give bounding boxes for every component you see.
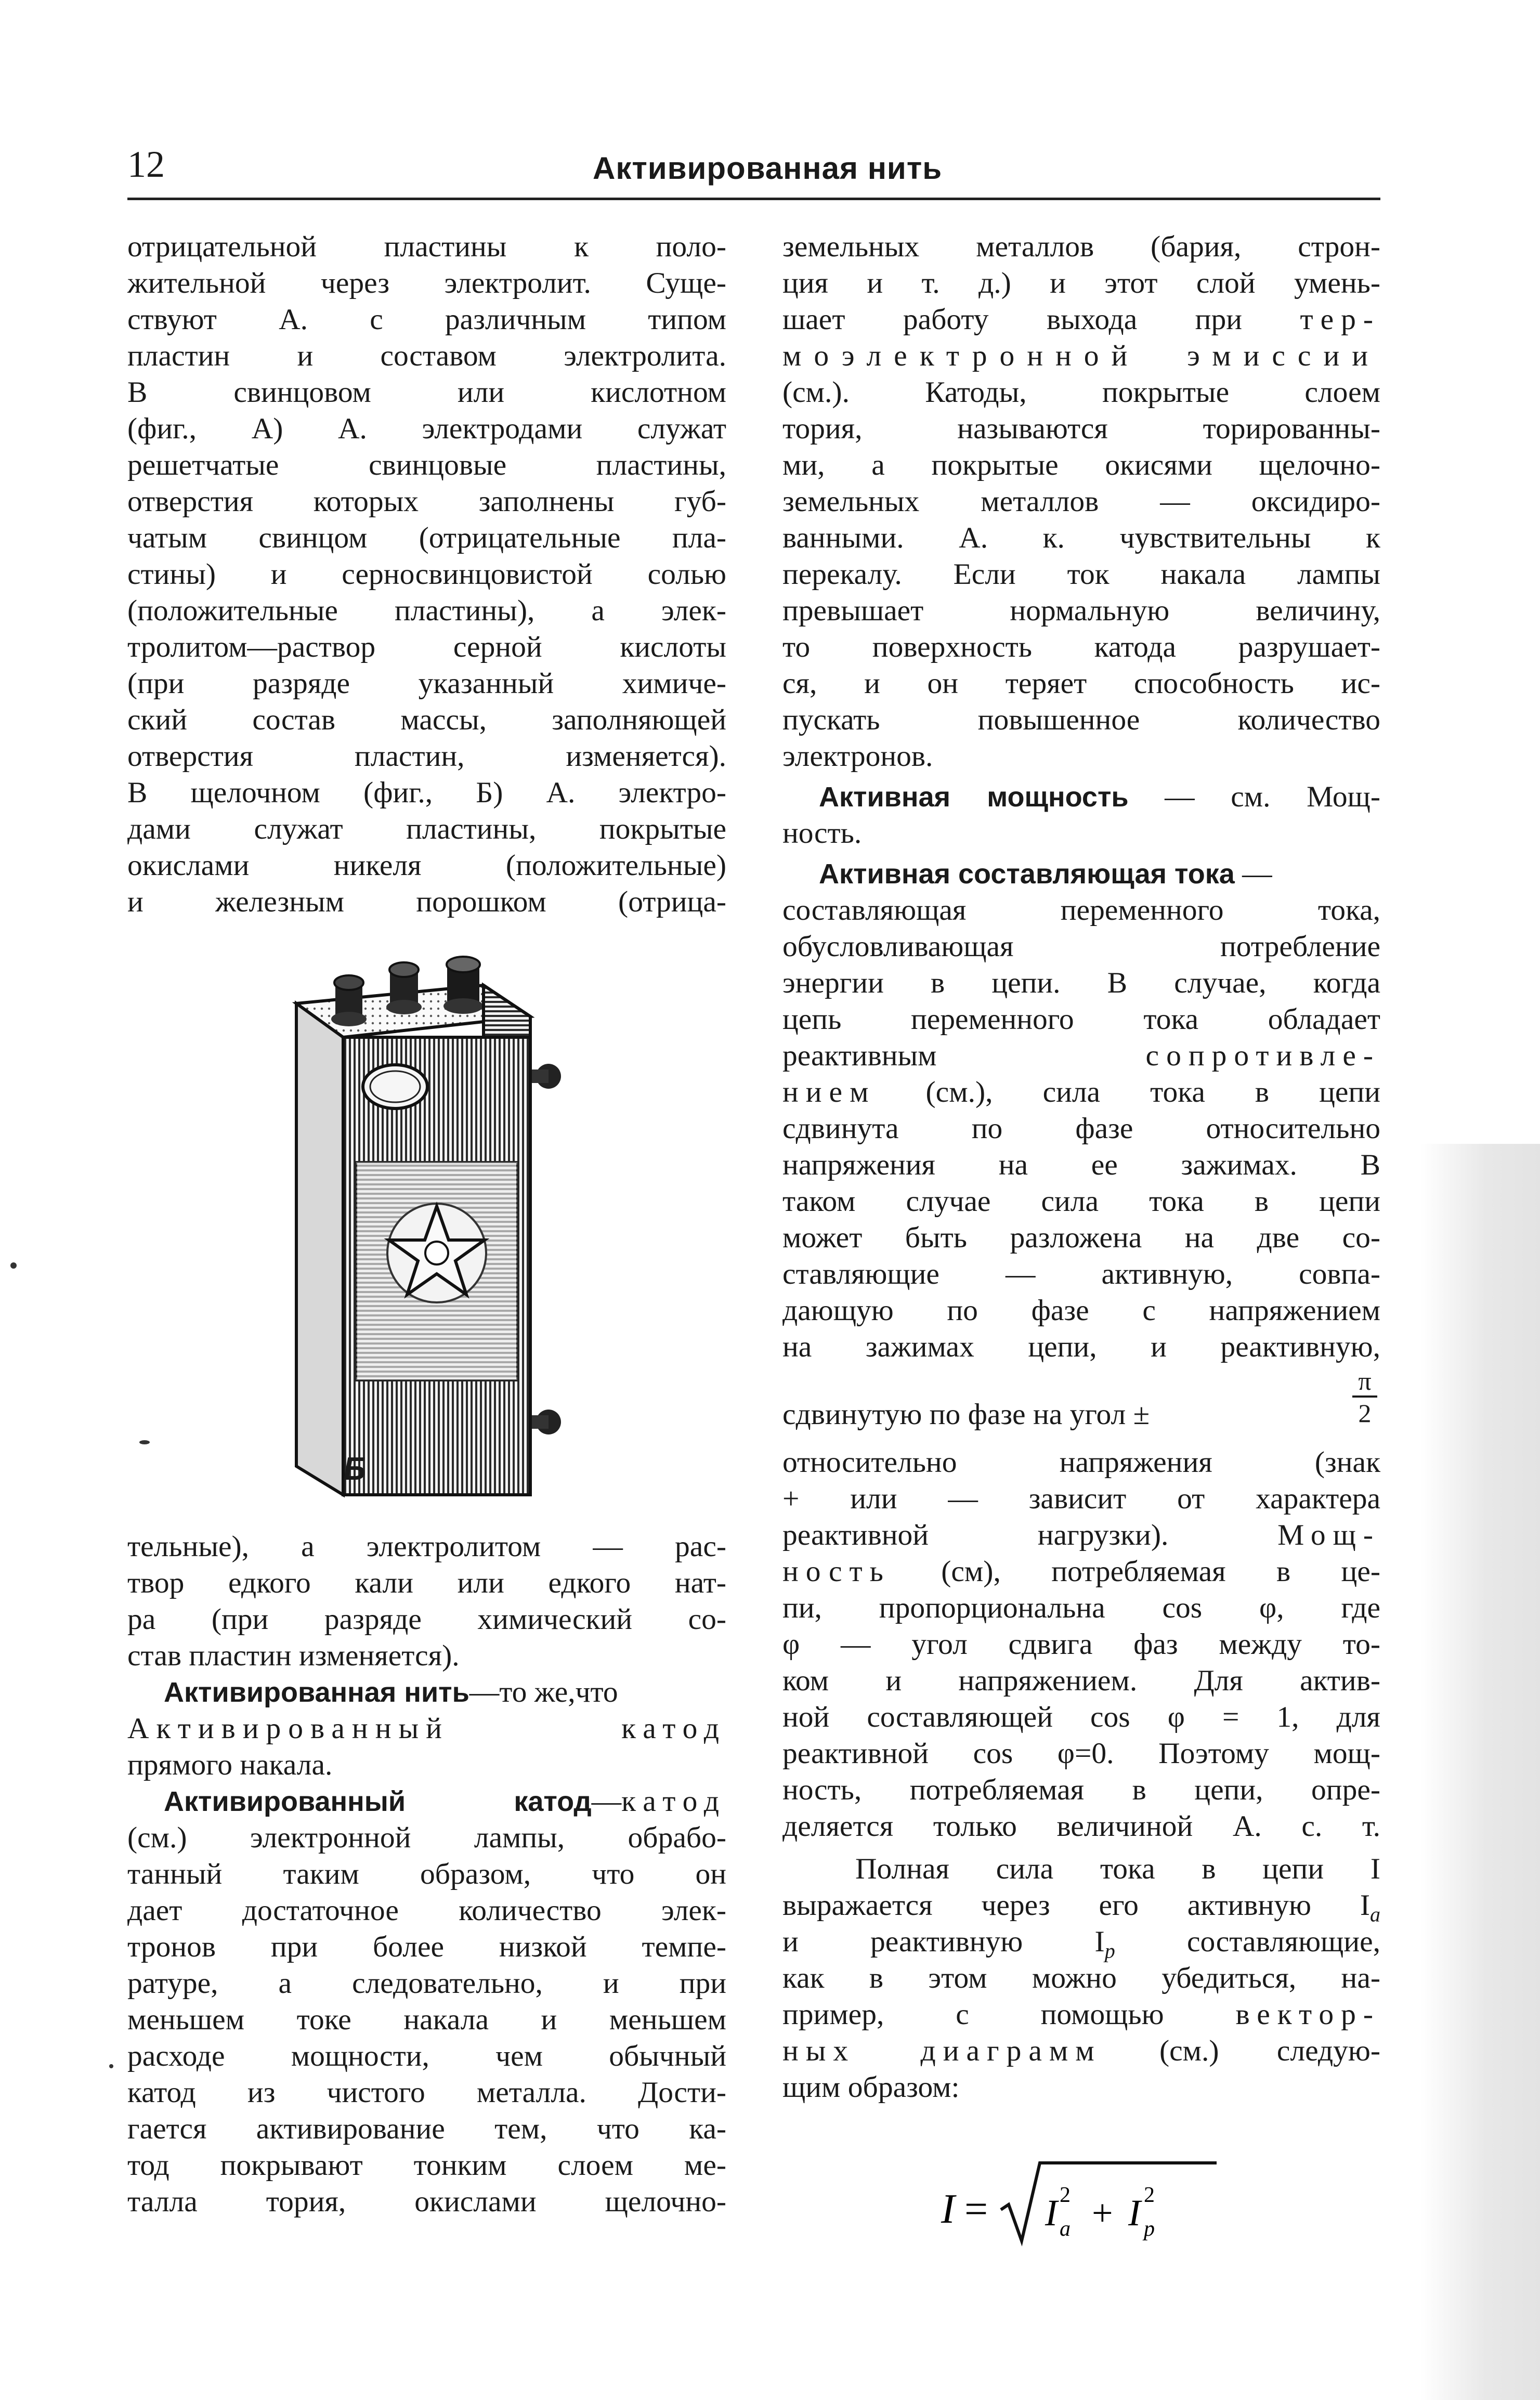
text-line: сдвинутую по фазе на угол ± xyxy=(782,1398,1150,1431)
text-spaced-segment: Мощ- xyxy=(1277,1519,1380,1551)
text-segment: (см), потребляемая в це- xyxy=(890,1555,1380,1588)
text-line: чатым свинцом (отрицательные пла- xyxy=(127,521,726,554)
text-line: таком случае сила тока в цепи xyxy=(782,1185,1380,1218)
left-column-bottom xyxy=(127,1529,726,2220)
entry-active-power xyxy=(782,779,1380,815)
text-line: (при разряде указанный химиче- xyxy=(127,667,726,700)
text-line: электронов. xyxy=(782,740,933,773)
text-line: тронов при более низкой темпе- xyxy=(127,1931,726,1963)
text-line: перекалу. Если ток накала лампы xyxy=(782,558,1380,591)
formula-term2-sup: 2 xyxy=(1144,2183,1155,2207)
text-line: стины) и серносвинцовистой солью xyxy=(127,558,726,591)
text-line: окислами никеля (положительные) xyxy=(127,849,726,882)
text-segment: реактивным xyxy=(782,1039,1146,1072)
entry-dash: — xyxy=(591,1785,622,1818)
text-line: ся, и он теряет способность ис- xyxy=(782,667,1380,700)
text-line: жительной через электролит. Суще- xyxy=(127,267,726,299)
text-line: щим образом: xyxy=(782,2071,960,2104)
text-line: ствуют А. с различным типом xyxy=(127,303,726,336)
text-line: обусловливающая потребление xyxy=(782,930,1380,963)
text-line: (см.). Катоды, покрытые слоем xyxy=(782,376,1380,409)
text-segment: шает работу выхода при xyxy=(782,303,1300,336)
text-line: как в этом можно убедиться, на- xyxy=(782,1962,1380,1994)
current-magnitude-formula xyxy=(936,2153,1227,2251)
text-spaced-segment: вектор- xyxy=(1235,1998,1380,2031)
right-column xyxy=(782,229,1380,2106)
text-line: ность. xyxy=(782,817,862,850)
terminal-left xyxy=(331,975,367,1026)
text-line: превышает нормальную величину, xyxy=(782,594,1380,627)
text-line xyxy=(782,1074,1380,1111)
left-column-top xyxy=(127,229,726,920)
text-line: сдвинута по фазе относительно xyxy=(782,1112,1380,1145)
scan-edge-shade xyxy=(1420,1144,1540,2400)
text-segment: (см.) следую- xyxy=(1101,2034,1380,2067)
pi-over-two-fraction xyxy=(1349,1365,1380,1429)
text-line: ставляющие — активную, совпа- xyxy=(782,1258,1380,1290)
formula-equals: = xyxy=(964,2186,988,2232)
text-line: Полная сила тока в цепи I xyxy=(855,1853,1380,1885)
phase-angle-line xyxy=(782,1365,1380,1438)
text-line: ра (при разряде химический со- xyxy=(127,1603,726,1636)
scan-speck xyxy=(10,1262,17,1269)
text-line: отверстия пластин, изменяется). xyxy=(127,740,726,773)
entry-activated-cathode xyxy=(127,1783,726,1820)
text-line: твор едкого кали или едкого нат- xyxy=(127,1567,726,1599)
entry-activated-filament xyxy=(127,1674,726,1711)
text-line: пи, пропорциональна cos φ, где xyxy=(782,1592,1380,1624)
text-line xyxy=(782,1924,1380,1963)
text-line: составляющая переменного тока, xyxy=(782,894,1380,927)
text-line: ванными. А. к. чувствительны к xyxy=(782,521,1380,554)
text-line: ной составляющей cos φ = 1, для xyxy=(782,1701,1380,1733)
formula-plus: + xyxy=(1092,2192,1113,2234)
text-line: пускать повышенное количество xyxy=(782,703,1380,736)
text-line: (см.) электронной лампы, обрабо- xyxy=(127,1821,726,1854)
text-line: ция и т. д.) и этот слой умень- xyxy=(782,267,1380,299)
text-line: деляется только величиной А. с. т. xyxy=(782,1810,1380,1843)
page-number: 12 xyxy=(127,144,165,185)
subscript: р xyxy=(1104,1939,1115,1963)
text-line: дает достаточное количество элек- xyxy=(127,1894,726,1927)
text-line: Активированный катод xyxy=(127,1712,726,1745)
text-line xyxy=(782,1997,1380,2033)
text-line: талла тория, окислами щелочно- xyxy=(127,2185,726,2218)
entry-spaced-word: катод xyxy=(621,1785,726,1818)
text-line: катод из чистого металла. Дости- xyxy=(127,2076,726,2109)
text-segment: и реактивную I xyxy=(782,1925,1105,1958)
text-line: дающую по фазе с напряжением xyxy=(782,1294,1380,1327)
text-line xyxy=(782,1887,1380,1924)
text-line: тельные), а электролитом — рас- xyxy=(127,1530,726,1563)
entry-term: Активная составляющая тока xyxy=(819,858,1235,890)
text-line: φ — угол сдвига фаз между то- xyxy=(782,1628,1380,1661)
text-line: решетчатые свинцовые пластины, xyxy=(127,449,726,481)
text-line: ми, а покрытые окисями щелочно- xyxy=(782,449,1380,481)
text-line: тория, называются торированны- xyxy=(782,412,1380,445)
text-line: ность, потребляемая в цепи, опре- xyxy=(782,1773,1380,1806)
text-line: на зажимах цепи, и реактивную, xyxy=(782,1331,1380,1363)
text-line: меньшем токе накала и меньшем xyxy=(127,2003,726,2036)
text-line: относительно напряжения (знак xyxy=(782,1446,1380,1479)
figure-label: Б xyxy=(343,1451,366,1487)
text-spaced-segment: ность xyxy=(782,1555,891,1588)
text-line: В свинцовом или кислотном xyxy=(127,376,726,409)
entry-active-current-component xyxy=(782,856,1380,892)
text-line: прямого накала. xyxy=(127,1749,333,1781)
text-spaced-segment: тер- xyxy=(1300,303,1380,336)
text-line: В щелочном (фиг., Б) А. электро- xyxy=(127,776,726,809)
page-header xyxy=(127,140,1380,200)
fraction-numerator: π xyxy=(1358,1366,1372,1395)
entry-dash: — xyxy=(1234,857,1272,890)
text-spaced-segment: ных диаграмм xyxy=(782,2034,1102,2067)
formula-term2: I xyxy=(1128,2192,1141,2234)
text-line xyxy=(782,1517,1380,1554)
text-segment: (см.), сила тока в цепи xyxy=(876,1076,1380,1108)
text-segment: реактивной нагрузки). xyxy=(782,1519,1278,1551)
text-line: дами служат пластины, покрытые xyxy=(127,813,726,845)
entry-text: —то же,что xyxy=(469,1676,618,1708)
text-line: напряжения на ее зажимах. В xyxy=(782,1149,1380,1181)
entry-text: — см. Мощ- xyxy=(1128,780,1381,813)
text-line: моэлектронной эмиссии xyxy=(782,340,1380,372)
text-line: тролитом—раствор серной кислоты xyxy=(127,631,726,663)
formula-term1-sub: a xyxy=(1060,2217,1071,2241)
text-line: отверстия которых заполнены губ- xyxy=(127,485,726,518)
entry-term: Активированный катод xyxy=(164,1786,592,1817)
text-line: земельных металлов (бария, строн- xyxy=(782,230,1380,263)
text-line: может быть разложена на две со- xyxy=(782,1221,1380,1254)
subscript: a xyxy=(1370,1902,1380,1926)
text-line: ратуре, а следовательно, и при xyxy=(127,1967,726,2000)
text-line xyxy=(782,1038,1380,1074)
text-line xyxy=(782,1554,1380,1590)
entry-term: Активированная нить xyxy=(164,1677,469,1708)
scan-speck xyxy=(139,1440,150,1444)
text-line: цепь переменного тока обладает xyxy=(782,1003,1380,1036)
text-line: земельных металлов — оксидиро- xyxy=(782,485,1380,518)
battery-illustration xyxy=(260,954,582,1505)
text-line: энергии в цепи. В случае, когда xyxy=(782,967,1380,999)
text-line: танный таким образом, что он xyxy=(127,1858,726,1890)
text-line: тод покрывают тонким слоем ме- xyxy=(127,2149,726,2182)
formula-term1-sup: 2 xyxy=(1060,2183,1071,2207)
formula-lhs: I xyxy=(941,2186,955,2232)
text-line: ский состав массы, заполняющей xyxy=(127,703,726,736)
formula-term2-sub: p xyxy=(1144,2217,1155,2241)
text-line: гается активирование тем, что ка- xyxy=(127,2112,726,2145)
text-line: и железным порошком (отрица- xyxy=(127,885,726,918)
text-line: став пластин изменяется). xyxy=(127,1639,460,1672)
entry-term: Активная мощность xyxy=(819,781,1129,813)
text-line: расходе мощности, чем обычный xyxy=(127,2040,726,2072)
text-line: пластин и составом электролита. xyxy=(127,340,726,372)
text-spaced-segment: нием xyxy=(782,1076,876,1108)
text-spaced-segment: сопротивле- xyxy=(1145,1039,1380,1072)
running-title: Активированная нить xyxy=(593,151,943,186)
text-line: отрицательной пластины к поло- xyxy=(127,230,726,263)
text-line: ком и напряжением. Для актив- xyxy=(782,1664,1380,1697)
fraction-denominator: 2 xyxy=(1358,1399,1372,1428)
text-segment: выражается через его активную I xyxy=(782,1889,1370,1922)
scan-speck xyxy=(109,2064,113,2068)
text-line: (положительные пластины), а элек- xyxy=(127,594,726,627)
text-line: + или — зависит от характера xyxy=(782,1482,1380,1515)
formula-term1: I xyxy=(1045,2192,1058,2234)
text-line xyxy=(782,2033,1380,2069)
text-line: то поверхность катода разрушает- xyxy=(782,631,1380,663)
text-line: реактивной cos φ=0. Поэтому мощ- xyxy=(782,1737,1380,1770)
text-line: (фиг., А) А. электродами служат xyxy=(127,412,726,445)
text-segment: пример, с помощью xyxy=(782,1998,1236,2031)
text-segment: составляющие, xyxy=(1115,1925,1380,1958)
text-line xyxy=(782,302,1380,338)
